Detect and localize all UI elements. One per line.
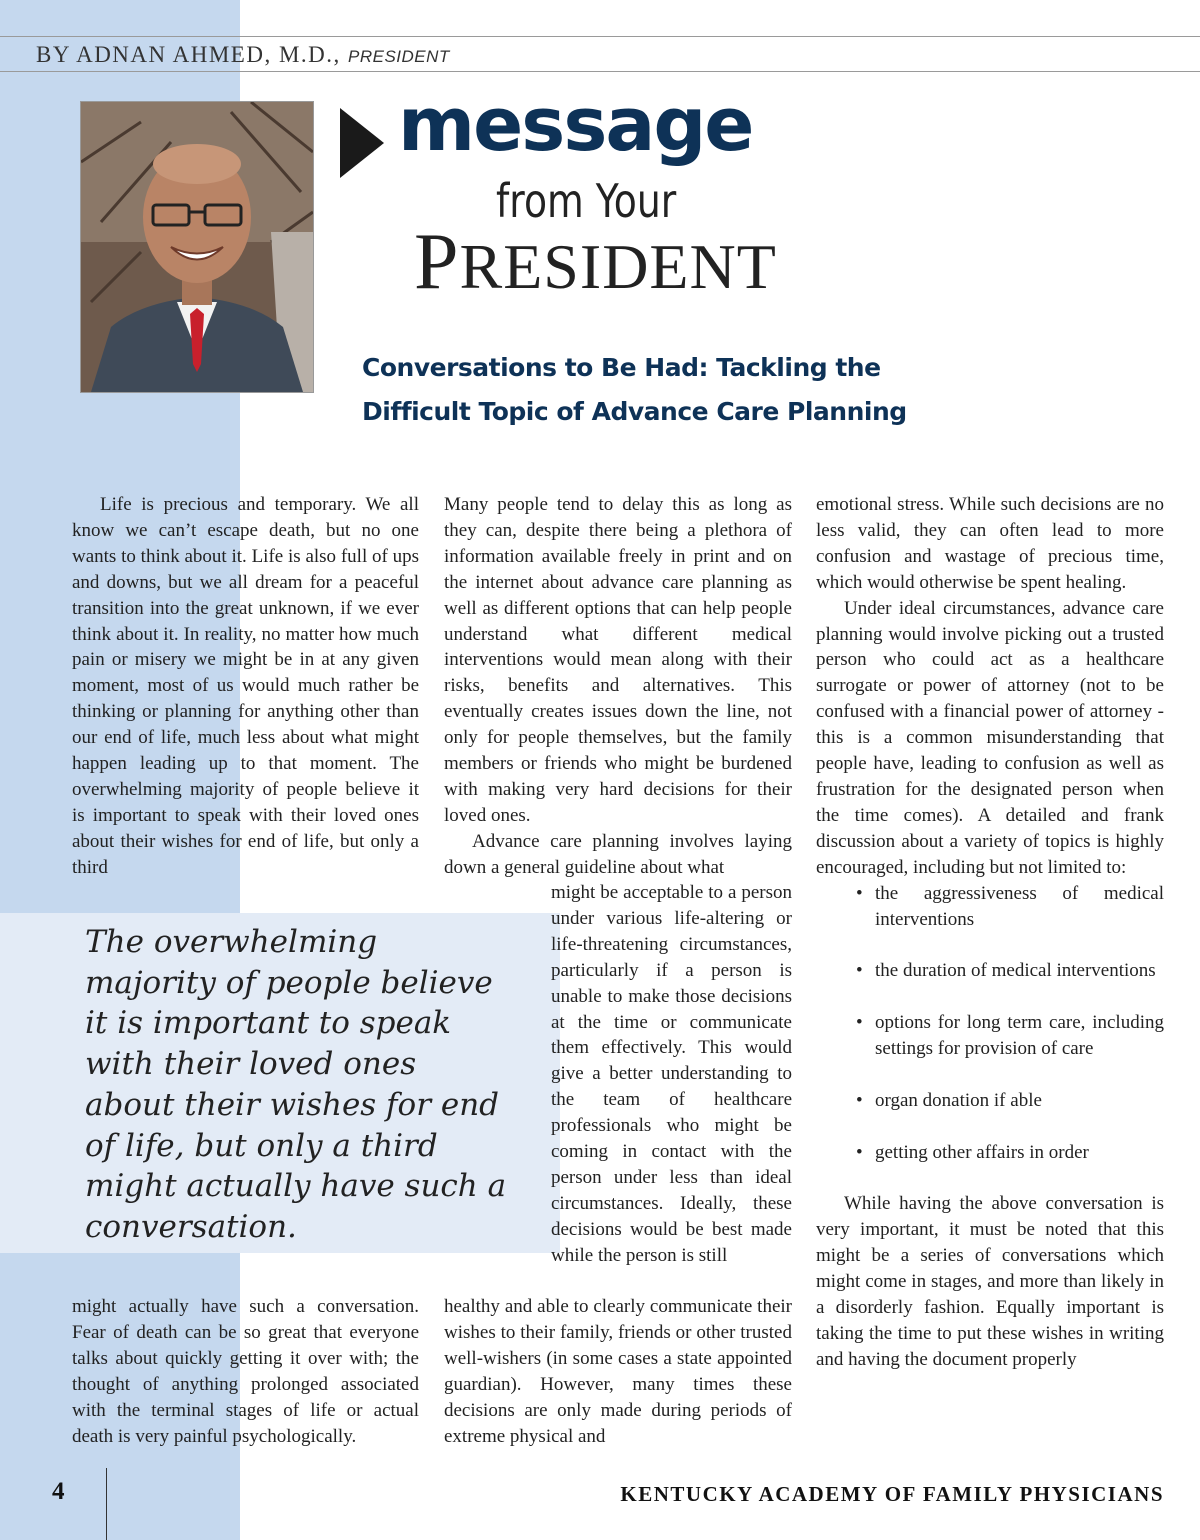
column-3 — [816, 492, 1164, 1373]
footer-divider — [106, 1468, 107, 1540]
header-rule-top — [0, 36, 1200, 37]
col3-paragraph-2: Under ideal circumstances, advance care planning would involve picking out a trusted person who could act as a healthcare surrogate or power of attorney (not to be confused with a financial power of attorney - this is a common misunderstanding that people have, leading to confusion as well as frustration for the designated person when the time comes). A detailed and frank discussion about a variety of topics is highly encouraged, including but not limited to: — [816, 597, 1164, 878]
subtitle-line-1: Conversations to Be Had: Tackling the — [362, 353, 881, 382]
list-item: • organ donation if able — [816, 1088, 1164, 1114]
column-2-narrow — [551, 880, 792, 1269]
masthead-from-your: from Your — [496, 174, 677, 228]
header-rule-bottom — [0, 71, 1200, 72]
col1-paragraph: Life is precious and temporary. We all know we can’t escape death, but no one wants to think about it. Life is also full of ups and downs, but we all dream for a peaceful transition into the great unknown, if we ever think about it. In reality, no matter how much pain or misery we might be in at any given moment, most of us would much rather be thinking or planning for anything other than our end of life, much less about what might happen leading up to that moment. The overwhelming majority of people believe it is important to speak with their loved ones about their wishes for end of life, but only a third — [72, 494, 419, 878]
col2-narrow-text: might be acceptable to a person under various life-altering or life-threatening circumstances, particularly if a person is unable to make those decisions at the time or communicate them effectively. This would give a better understanding to the team of healthcare professionals who might be coming in contact with the person under less than ideal circumstances. Ideally, these decisions would be best made while the person is still — [551, 882, 792, 1266]
subtitle-line-2: Difficult Topic of Advance Care Planning — [362, 397, 907, 426]
col2-paragraph-1: Many people tend to delay this as long as they can, despite there being a plethora of information available freely in print and on the internet about advance care planning as well as different options that can help people understand what different medical interventions would mean along with their risks, benefits and alternatives. This eventually creates issues down the line, not only for people themselves, but the family members or friends who might be burdened with making very hard decisions for their loved ones. — [444, 494, 792, 826]
col3-paragraph-3: While having the above conversation is very important, it must be noted that this might be a series of conversations which might come in stages, and more than likely in a disorderly fashion. Equally important is taking the time to put these wishes in writing and having the document properly — [816, 1193, 1164, 1370]
president-initial: P — [414, 218, 460, 306]
president-rest: RESIDENT — [459, 231, 777, 302]
column-2-bottom — [444, 1294, 792, 1449]
col1-continued: might actually have such a conversation. Fear of death can be so great that everyone talks about quickly getting it over with; the thought of anything prolonged associated with the terminal stages of life or actual death is very painful psychologically. — [72, 1296, 419, 1447]
list-item: • getting other affairs in order — [816, 1140, 1164, 1166]
col3-paragraph-1: emotional stress. While such decisions are no less valid, they can often lead to more confusion and wastage of precious time, which would otherwise be spent healing. — [816, 494, 1164, 593]
list-item: • the aggressiveness of medical interventions — [816, 881, 1164, 933]
col2-continued: healthy and able to clearly communicate their wishes to their family, friends or other trusted well-wishers (in some cases a state appointed guardian). However, many times these decisions are only made during periods of extreme physical and — [444, 1296, 792, 1447]
column-1-top — [72, 492, 419, 881]
list-item: • the duration of medical interventions — [816, 958, 1164, 984]
masthead-message: message — [398, 82, 753, 168]
author-photo — [80, 101, 314, 393]
masthead-president — [414, 218, 777, 306]
column-1-bottom — [72, 1294, 419, 1449]
byline-author: BY ADNAN AHMED, M.D., — [36, 42, 341, 67]
col2-paragraph-2-start: Advance care planning involves laying down a general guideline about what — [444, 830, 792, 878]
article-subtitle — [362, 346, 1002, 434]
page-number: 4 — [52, 1478, 65, 1505]
footer-organization: KENTUCKY ACADEMY OF FAMILY PHYSICIANS — [620, 1482, 1164, 1506]
play-arrow-icon — [340, 108, 384, 178]
byline-title: PRESIDENT — [348, 47, 450, 66]
byline — [36, 42, 450, 68]
list-item: • options for long term care, including settings for provision of care — [816, 1010, 1164, 1062]
column-2-top — [444, 492, 792, 881]
pull-quote: The overwhelming majority of people believe it is important to speak with their loved ones about their wishes for end of life, but only a third might actually have such a conversation. — [85, 924, 507, 1245]
topics-list — [816, 881, 1164, 1166]
